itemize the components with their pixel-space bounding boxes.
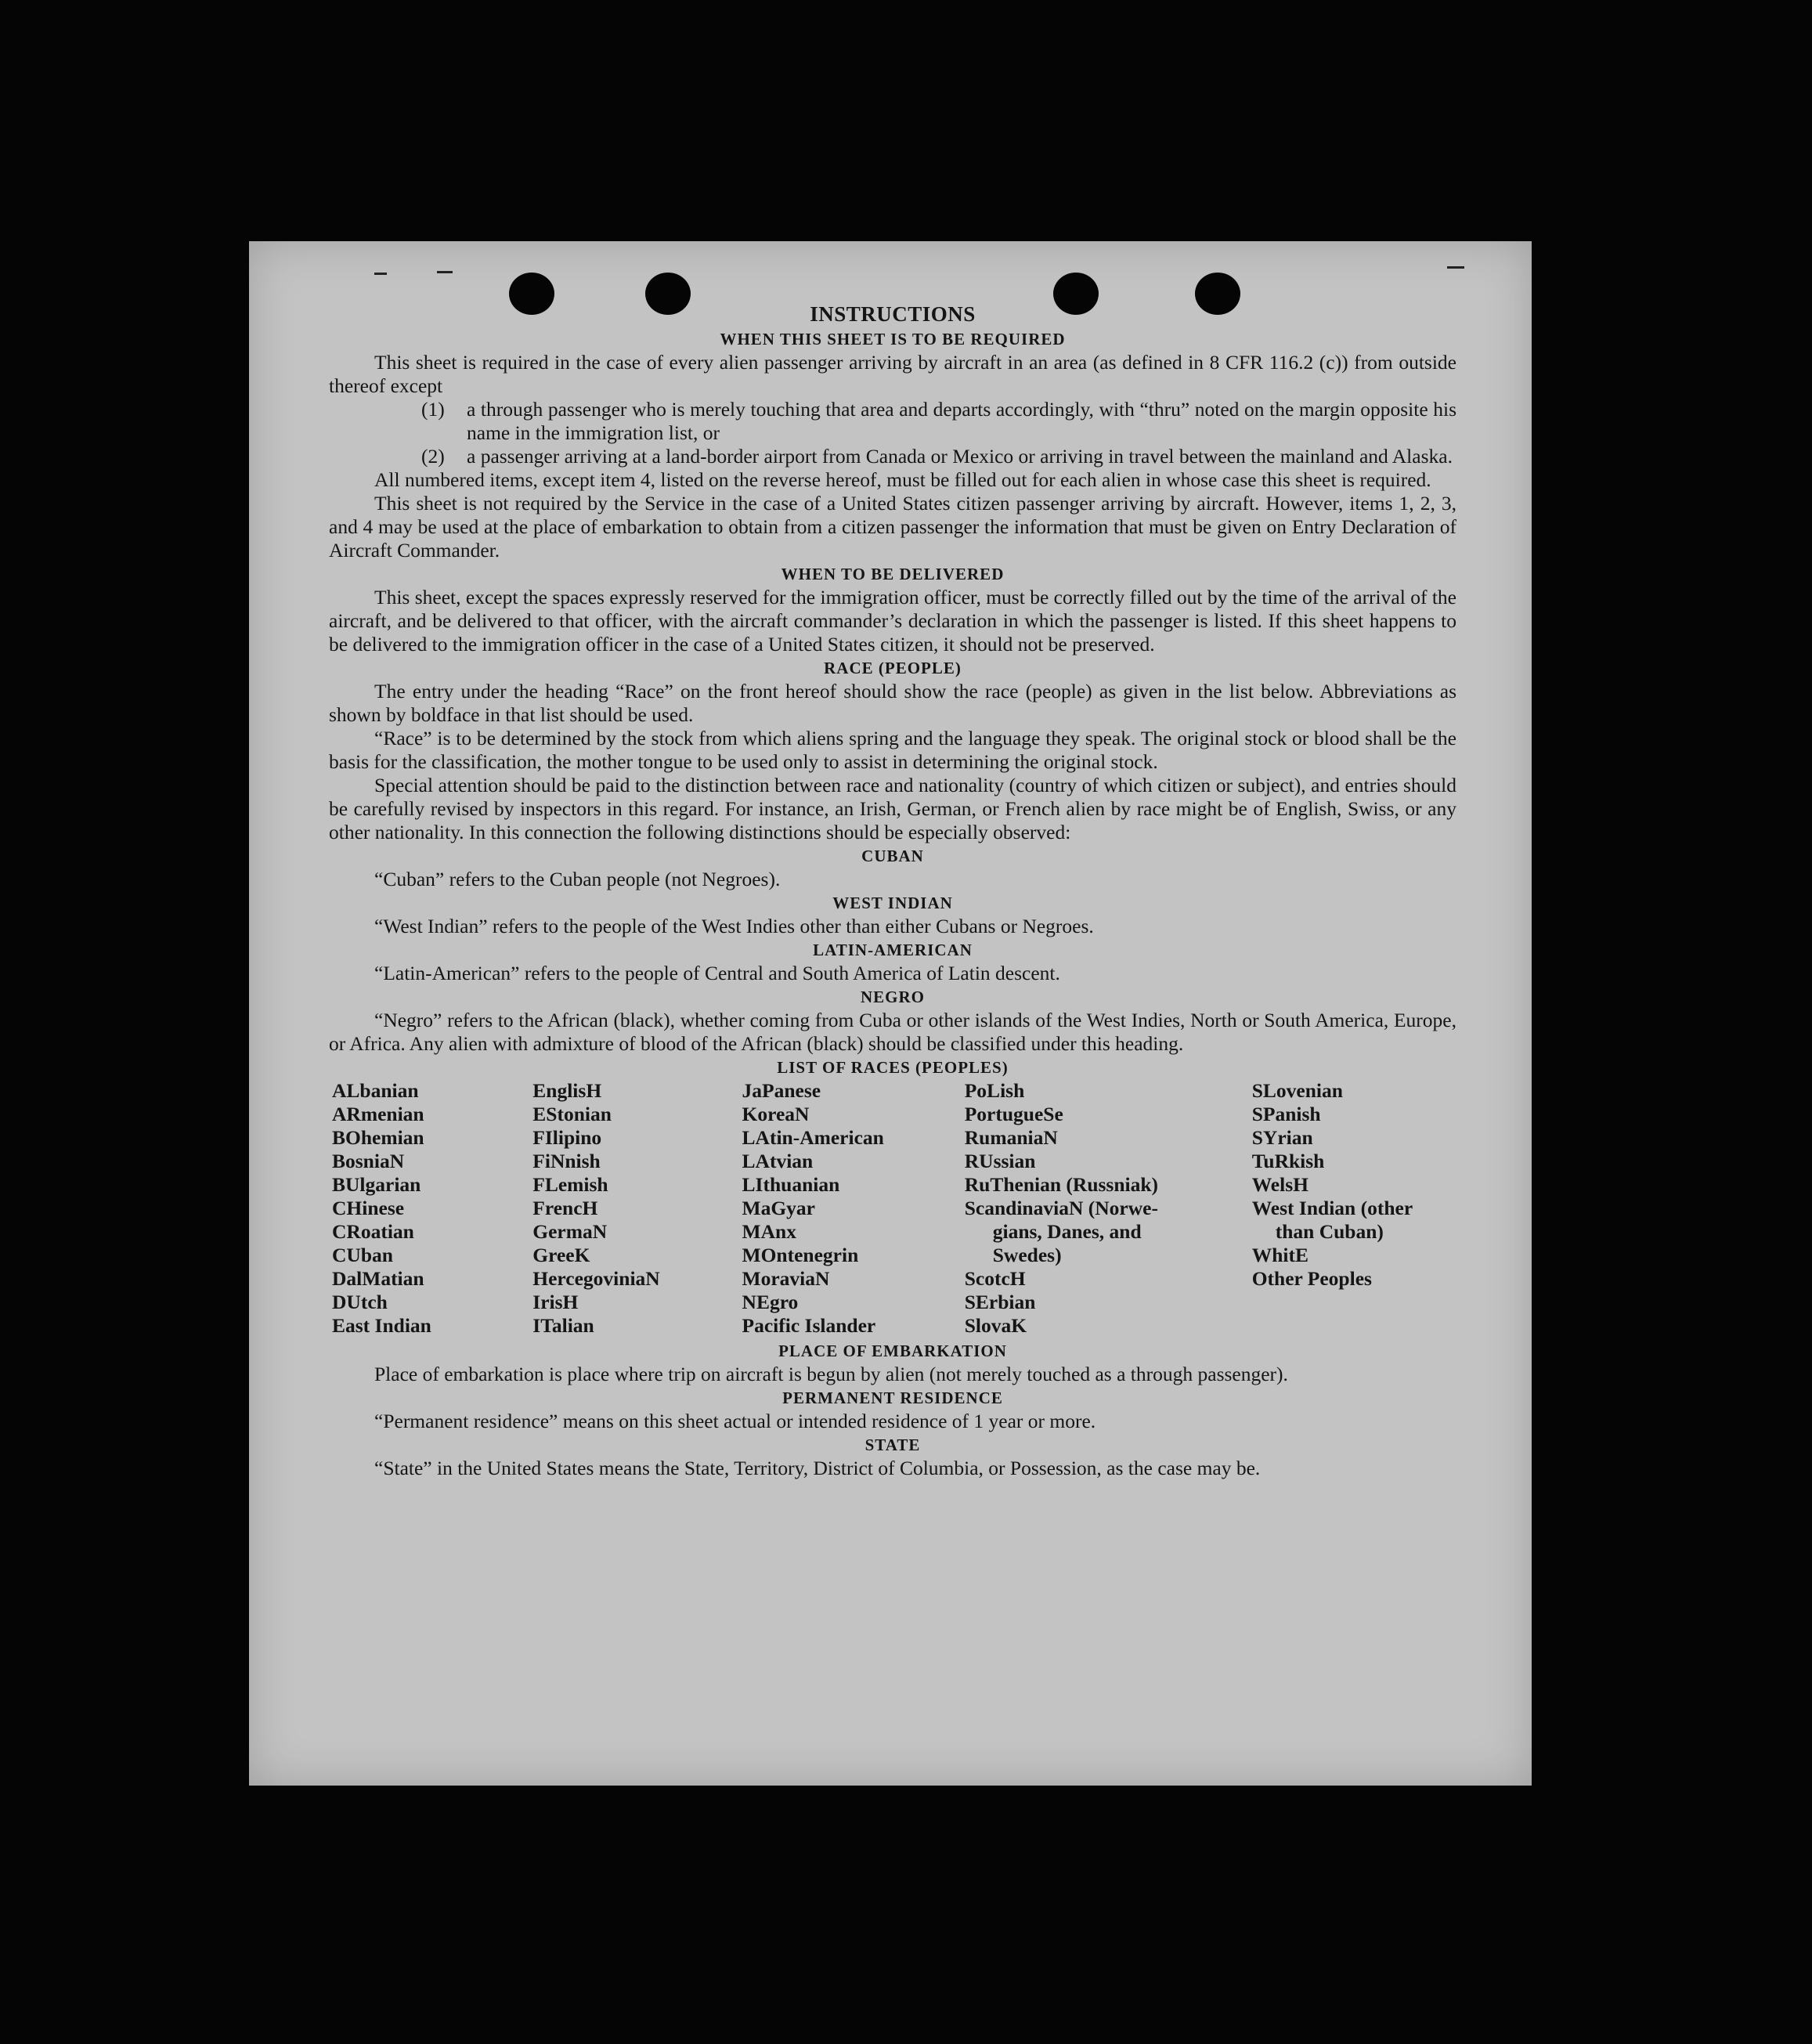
section-heading-latin-american: LATIN-AMERICAN <box>813 941 973 959</box>
race-entry: ARmenian <box>332 1103 424 1125</box>
race-entry: FrencH <box>532 1197 598 1219</box>
section-heading-race: RACE (PEOPLE) <box>824 659 962 677</box>
section-heading-west-indian: WEST INDIAN <box>832 894 953 912</box>
section-heading-when-required: WHEN THIS SHEET IS TO BE REQUIRED <box>720 330 1066 348</box>
paragraph: This sheet is required in the case of every alien passenger arriving by aircraft in an area (as defined in 8 CFR 116.2 (c)) from outside thereof except <box>329 351 1456 397</box>
race-entry: DalMatian <box>332 1267 424 1290</box>
race-entry: Pacific Islander <box>742 1314 876 1337</box>
section-heading-when-delivered: WHEN TO BE DELIVERED <box>781 565 1005 583</box>
race-entry: BUlgarian <box>332 1173 421 1196</box>
race-entry: WhitE <box>1251 1244 1308 1266</box>
scan-speck <box>374 273 387 275</box>
paragraph: “Latin-American” refers to the people of Central and South America of Latin descent. <box>374 962 1060 984</box>
race-entry: JaPanese <box>742 1079 821 1102</box>
race-entry: RuThenian (Russniak) <box>964 1173 1159 1196</box>
race-entry: LAtin-American <box>742 1126 884 1149</box>
race-entry: MOntenegrin <box>742 1244 859 1266</box>
race-entry: West Indian (other <box>1251 1197 1413 1219</box>
section-heading-negro: NEGRO <box>860 988 925 1006</box>
race-entry: DUtch <box>332 1291 388 1313</box>
race-entry: MAnx <box>742 1220 796 1243</box>
scan-speck <box>437 271 453 273</box>
paragraph: This sheet, except the spaces expressly reserved for the immigration officer, must be correctly filled out by the time of the arrival of the aircraft, and be delivered to that officer, with the aircraft commander’s declaration in which the passenger is listed. If this sheet happens to be delivered to the immigration officer in the case of a United States citizen, it should not be preserved. <box>329 586 1456 655</box>
race-entry: FiNnish <box>532 1150 601 1172</box>
race-entry: PoLish <box>964 1079 1025 1102</box>
race-entry: SlovaK <box>964 1314 1027 1337</box>
race-entry: LIthuanian <box>742 1173 840 1196</box>
race-entry: SLovenian <box>1251 1079 1343 1102</box>
paragraph: “State” in the United States means the State, Territory, District of Columbia, or Possession, as the case may be. <box>374 1457 1261 1479</box>
race-entry: EStonian <box>532 1103 612 1125</box>
race-column <box>532 1079 742 1338</box>
race-entry: GreeK <box>532 1244 590 1266</box>
race-entry: East Indian <box>332 1314 431 1337</box>
section-heading-cuban: CUBAN <box>861 847 924 865</box>
race-entry: Other Peoples <box>1251 1267 1372 1290</box>
race-entry: TuRkish <box>1251 1150 1325 1172</box>
race-entry: SErbian <box>964 1291 1036 1313</box>
race-entry: CRoatian <box>332 1220 414 1243</box>
race-column <box>965 1079 1252 1338</box>
race-entry: BOhemian <box>332 1126 424 1149</box>
race-entry: WelsH <box>1251 1173 1308 1196</box>
race-entry: IrisH <box>532 1291 579 1313</box>
paragraph: All numbered items, except item 4, listed on the reverse hereof, must be filled out for each alien in whose case this sheet is required. <box>374 468 1431 491</box>
page-title: INSTRUCTIONS <box>810 302 976 326</box>
race-column <box>332 1079 532 1338</box>
numbered-item <box>421 398 1456 445</box>
section-heading-residence: PERMANENT RESIDENCE <box>782 1389 1003 1407</box>
item-number: (1) <box>421 398 445 421</box>
race-entry: PortugueSe <box>964 1103 1063 1125</box>
race-column <box>742 1079 965 1338</box>
race-entry: LAtvian <box>742 1150 814 1172</box>
item-number: (2) <box>421 445 445 468</box>
paragraph: The entry under the heading “Race” on the front hereof should show the race (people) as given in the list below. Abbreviations as shown by boldface in that list should be used. <box>329 680 1456 726</box>
paragraph: Special attention should be paid to the distinction between race and nationality (country of which citizen or subject), and entries should be carefully revised by inspectors in this regard. For instance, an Irish, German, or French alien by race might be of English, Swiss, or any other nationality. In this connection the following distinctions should be especially observed: <box>329 774 1456 843</box>
race-entry: RumaniaN <box>964 1126 1058 1149</box>
race-entry: GermaN <box>532 1220 608 1243</box>
paragraph: “Negro” refers to the African (black), whether coming from Cuba or other islands of the West Indies, North or South America, Europe, or Africa. Any alien with admixture of blood of the African (black) should be classified under this heading. <box>329 1009 1456 1055</box>
instructions-content <box>329 301 1456 1480</box>
race-entry: FLemish <box>532 1173 608 1196</box>
section-heading-state: STATE <box>864 1435 921 1454</box>
race-entry: CHinese <box>332 1197 405 1219</box>
section-heading-embarkation: PLACE OF EMBARKATION <box>778 1342 1007 1360</box>
race-entry: SPanish <box>1251 1103 1321 1125</box>
race-entry: ITalian <box>532 1314 594 1337</box>
document-sheet <box>249 241 1532 1786</box>
race-entry: MoraviaN <box>742 1267 830 1290</box>
item-text: a passenger arriving at a land-border airport from Canada or Mexico or arriving in travel between the mainland and Alaska. <box>467 445 1453 468</box>
numbered-item <box>421 445 1456 468</box>
race-entry-continued: gians, Danes, and <box>992 1220 1142 1243</box>
race-entry-continued: than Cuban) <box>1275 1220 1384 1243</box>
race-entry: HercegoviniaN <box>532 1267 660 1290</box>
race-entry-continued: Swedes) <box>992 1244 1062 1266</box>
paragraph: “Cuban” refers to the Cuban people (not Negroes). <box>374 868 781 890</box>
section-heading-list-of-races: LIST OF RACES (PEOPLES) <box>777 1058 1009 1077</box>
race-entry: RUssian <box>964 1150 1036 1172</box>
race-entry: KoreaN <box>742 1103 810 1125</box>
race-entry: SYrian <box>1251 1126 1313 1149</box>
item-text: a through passenger who is merely touching that area and departs accordingly, with “thru” noted on the margin opposite his name in the immigration list, or <box>467 398 1456 444</box>
race-entry: BosniaN <box>332 1150 405 1172</box>
race-entry: NEgro <box>742 1291 799 1313</box>
race-entry: MaGyar <box>742 1197 816 1219</box>
race-entry: ScandinaviaN (Norwe- <box>964 1197 1158 1219</box>
race-column <box>1252 1079 1456 1338</box>
race-entry: EnglisH <box>532 1079 602 1102</box>
paragraph: This sheet is not required by the Service in the case of a United States citizen passenger arriving by aircraft. However, items 1, 2, 3, and 4 may be used at the place of embarkation to obtain from a citizen passenger the information that must be given on Entry Declaration of Aircraft Commander. <box>329 492 1456 562</box>
paragraph: Place of embarkation is place where trip on aircraft is begun by alien (not merely touched as a through passenger). <box>374 1363 1288 1385</box>
race-entry: ScotcH <box>964 1267 1026 1290</box>
race-entry: FIlipino <box>532 1126 602 1149</box>
race-entry: ALbanian <box>332 1079 419 1102</box>
scan-speck <box>1447 266 1464 269</box>
paragraph: “West Indian” refers to the people of the West Indies other than either Cubans or Negroes. <box>374 915 1094 937</box>
race-list <box>332 1079 1456 1338</box>
race-entry: CUban <box>332 1244 393 1266</box>
paragraph: “Race” is to be determined by the stock from which aliens spring and the language they speak. The original stock or blood shall be the basis for the classification, the mother tongue to be used only to assist in determining the original stock. <box>329 727 1456 773</box>
paragraph: “Permanent residence” means on this sheet actual or intended residence of 1 year or more. <box>374 1410 1096 1432</box>
